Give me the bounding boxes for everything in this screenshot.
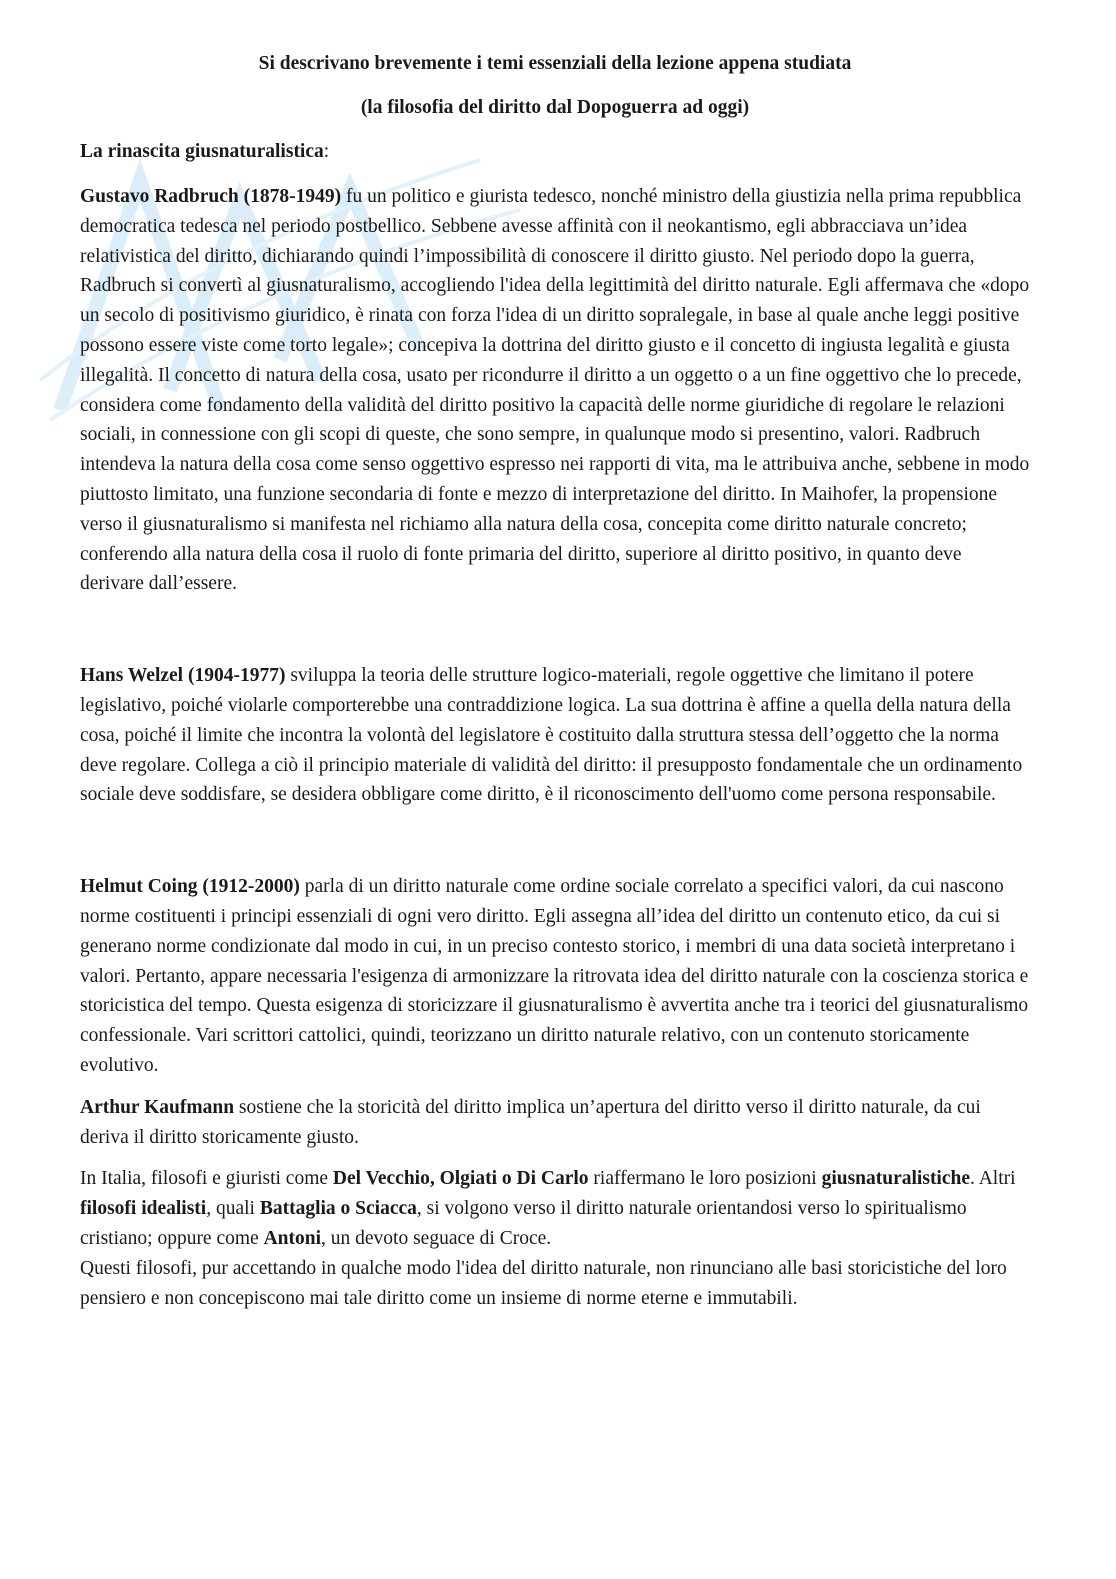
names-italia-1: Del Vecchio, Olgiati o Di Carlo — [332, 1168, 589, 1190]
term-giusnaturalistiche: giusnaturalistiche — [821, 1168, 971, 1190]
text-radbruch: fu un politico e giurista tedesco, nonché ministro della giustizia nella prima repubblica democratica tedesca nel periodo postbellico. Sebbene avesse affinità con il neokantismo, egli abbracciava un’idea relativistica del diritto, dichiarando quindi l’impossibilità di conoscere il diritto giusto. Nel periodo dopo la guerra, Radbruch si convertì al giusnaturalismo, accogliendo l'idea della legittimità del diritto naturale. Egli affermava che «dopo un secolo di positivismo giuridico, è rinata con forza l'idea di un diritto sopralegale, in base al quale anche leggi positive possono essere viste come torto legale»; concepiva la dottrina del diritto giusto e il concetto di ingiusta legalità e giusta illegalità. Il concetto di natura della cosa, usato per ricondurre il diritto a un oggetto o a un fine oggettivo che lo precede, considera come fondamento della validità del diritto positivo la capacità delle norme giuridiche di regolare le relazioni sociali, in connessione con gli scopi di queste, che sono sempre, in qualunque modo si presentino, valori. Radbruch intendeva la natura della cosa come senso oggettivo espresso nei rapporti di vita, ma le attribuiva anche, sebbene in modo piuttosto limitato, una funzione secondaria di fonte e mezzo di interpretazione del diritto. In Maihofer, la propensione verso il giusnaturalismo si manifesta nel richiamo alla natura della cosa, concepita come diritto naturale concreto; conferendo alla natura della cosa il ruolo di fonte primaria del diritto, superiore al diritto positivo, in quanto deve derivare dall’essere. — [80, 186, 1030, 595]
text-italia-6: , un devoto seguace di Croce. — [321, 1227, 552, 1249]
text-italia-2: riaffermano le loro posizioni — [588, 1168, 822, 1190]
name-kaufmann: Arthur Kaufmann — [80, 1096, 235, 1118]
document-title-line2: (la filosofia del diritto dal Dopoguerra ad oggi) — [360, 97, 750, 118]
paragraph-welzel — [80, 661, 1030, 810]
name-antoni: Antoni — [263, 1227, 322, 1249]
section-heading-colon: : — [323, 141, 330, 162]
name-welzel: Hans Welzel (1904-1977) — [80, 665, 286, 687]
term-filosofi-idealisti: filosofi idealisti — [80, 1198, 207, 1220]
section-heading-text: La rinascita giusnaturalistica — [80, 141, 324, 162]
document-title-line1: Si descrivano brevemente i temi essenziali della lezione appena studiata — [258, 53, 852, 74]
paragraph-radbruch — [80, 182, 1030, 599]
document-page — [80, 52, 1030, 1313]
name-radbruch: Gustavo Radbruch (1878-1949) — [80, 186, 342, 207]
text-italia-1: In Italia, filosofi e giuristi come — [80, 1168, 333, 1190]
names-italia-2: Battaglia o Sciacca — [259, 1198, 417, 1220]
text-welzel: sviluppa la teoria delle strutture logico-materiali, regole oggettive che limitano il potere legislativo, poiché violarle comporterebbe una contraddizione logica. La sua dottrina è affine a quella della natura della cosa, poiché il limite che incontra la volontà del legislatore è costituito dalla struttura stessa dell’oggetto che la norma deve regolare. Collega a ciò il principio materiale di validità del diritto: il presupposto fondamentale che un ordinamento sociale deve soddisfare, se desidera obbligare come diritto, è il riconoscimento dell'uomo come persona responsabile. — [80, 665, 1023, 806]
paragraph-kaufmann — [80, 1093, 1030, 1153]
name-coing: Helmut Coing (1912-2000) — [80, 876, 300, 898]
text-italia-3: . Altri — [970, 1168, 1016, 1190]
paragraph-italia — [80, 1164, 1030, 1313]
text-italia-5: , si volgono verso il diritto naturale orientandosi verso lo spiritualismo cristiano; oppure come — [80, 1198, 967, 1249]
text-italia-7: Questi filosofi, pur accettando in qualche modo l'idea del diritto naturale, non rinunciano alle basi storicistiche del loro pensiero e non concepiscono mai tale diritto come un insieme di norme eterne e immutabili. — [80, 1257, 1007, 1309]
text-coing: parla di un diritto naturale come ordine sociale correlato a specifici valori, da cui nascono norme costituenti i principi essenziali di ogni vero diritto. Egli assegna all’idea del diritto un contenuto etico, da cui si generano norme condizionate dal modo in cui, in un preciso contesto storico, i membri di una data società interpretano i valori. Pertanto, appare necessaria l'esigenza di armonizzare la ritrovata idea del diritto naturale con la coscienza storica e storicistica del tempo. Questa esigenza di storicizzare il giusnaturalismo è avvertita anche tra i teorici del giusnaturalismo confessionale. Vari scrittori cattolici, quindi, teorizzano un diritto naturale relativo, con un contenuto storicamente evolutivo. — [80, 876, 1029, 1076]
paragraph-coing — [80, 872, 1030, 1081]
text-italia-4: , quali — [206, 1198, 260, 1220]
text-kaufmann: sostiene che la storicità del diritto implica un’apertura del diritto verso il diritto naturale, da cui deriva il diritto storicamente giusto. — [80, 1096, 981, 1148]
section-heading — [80, 140, 1030, 164]
